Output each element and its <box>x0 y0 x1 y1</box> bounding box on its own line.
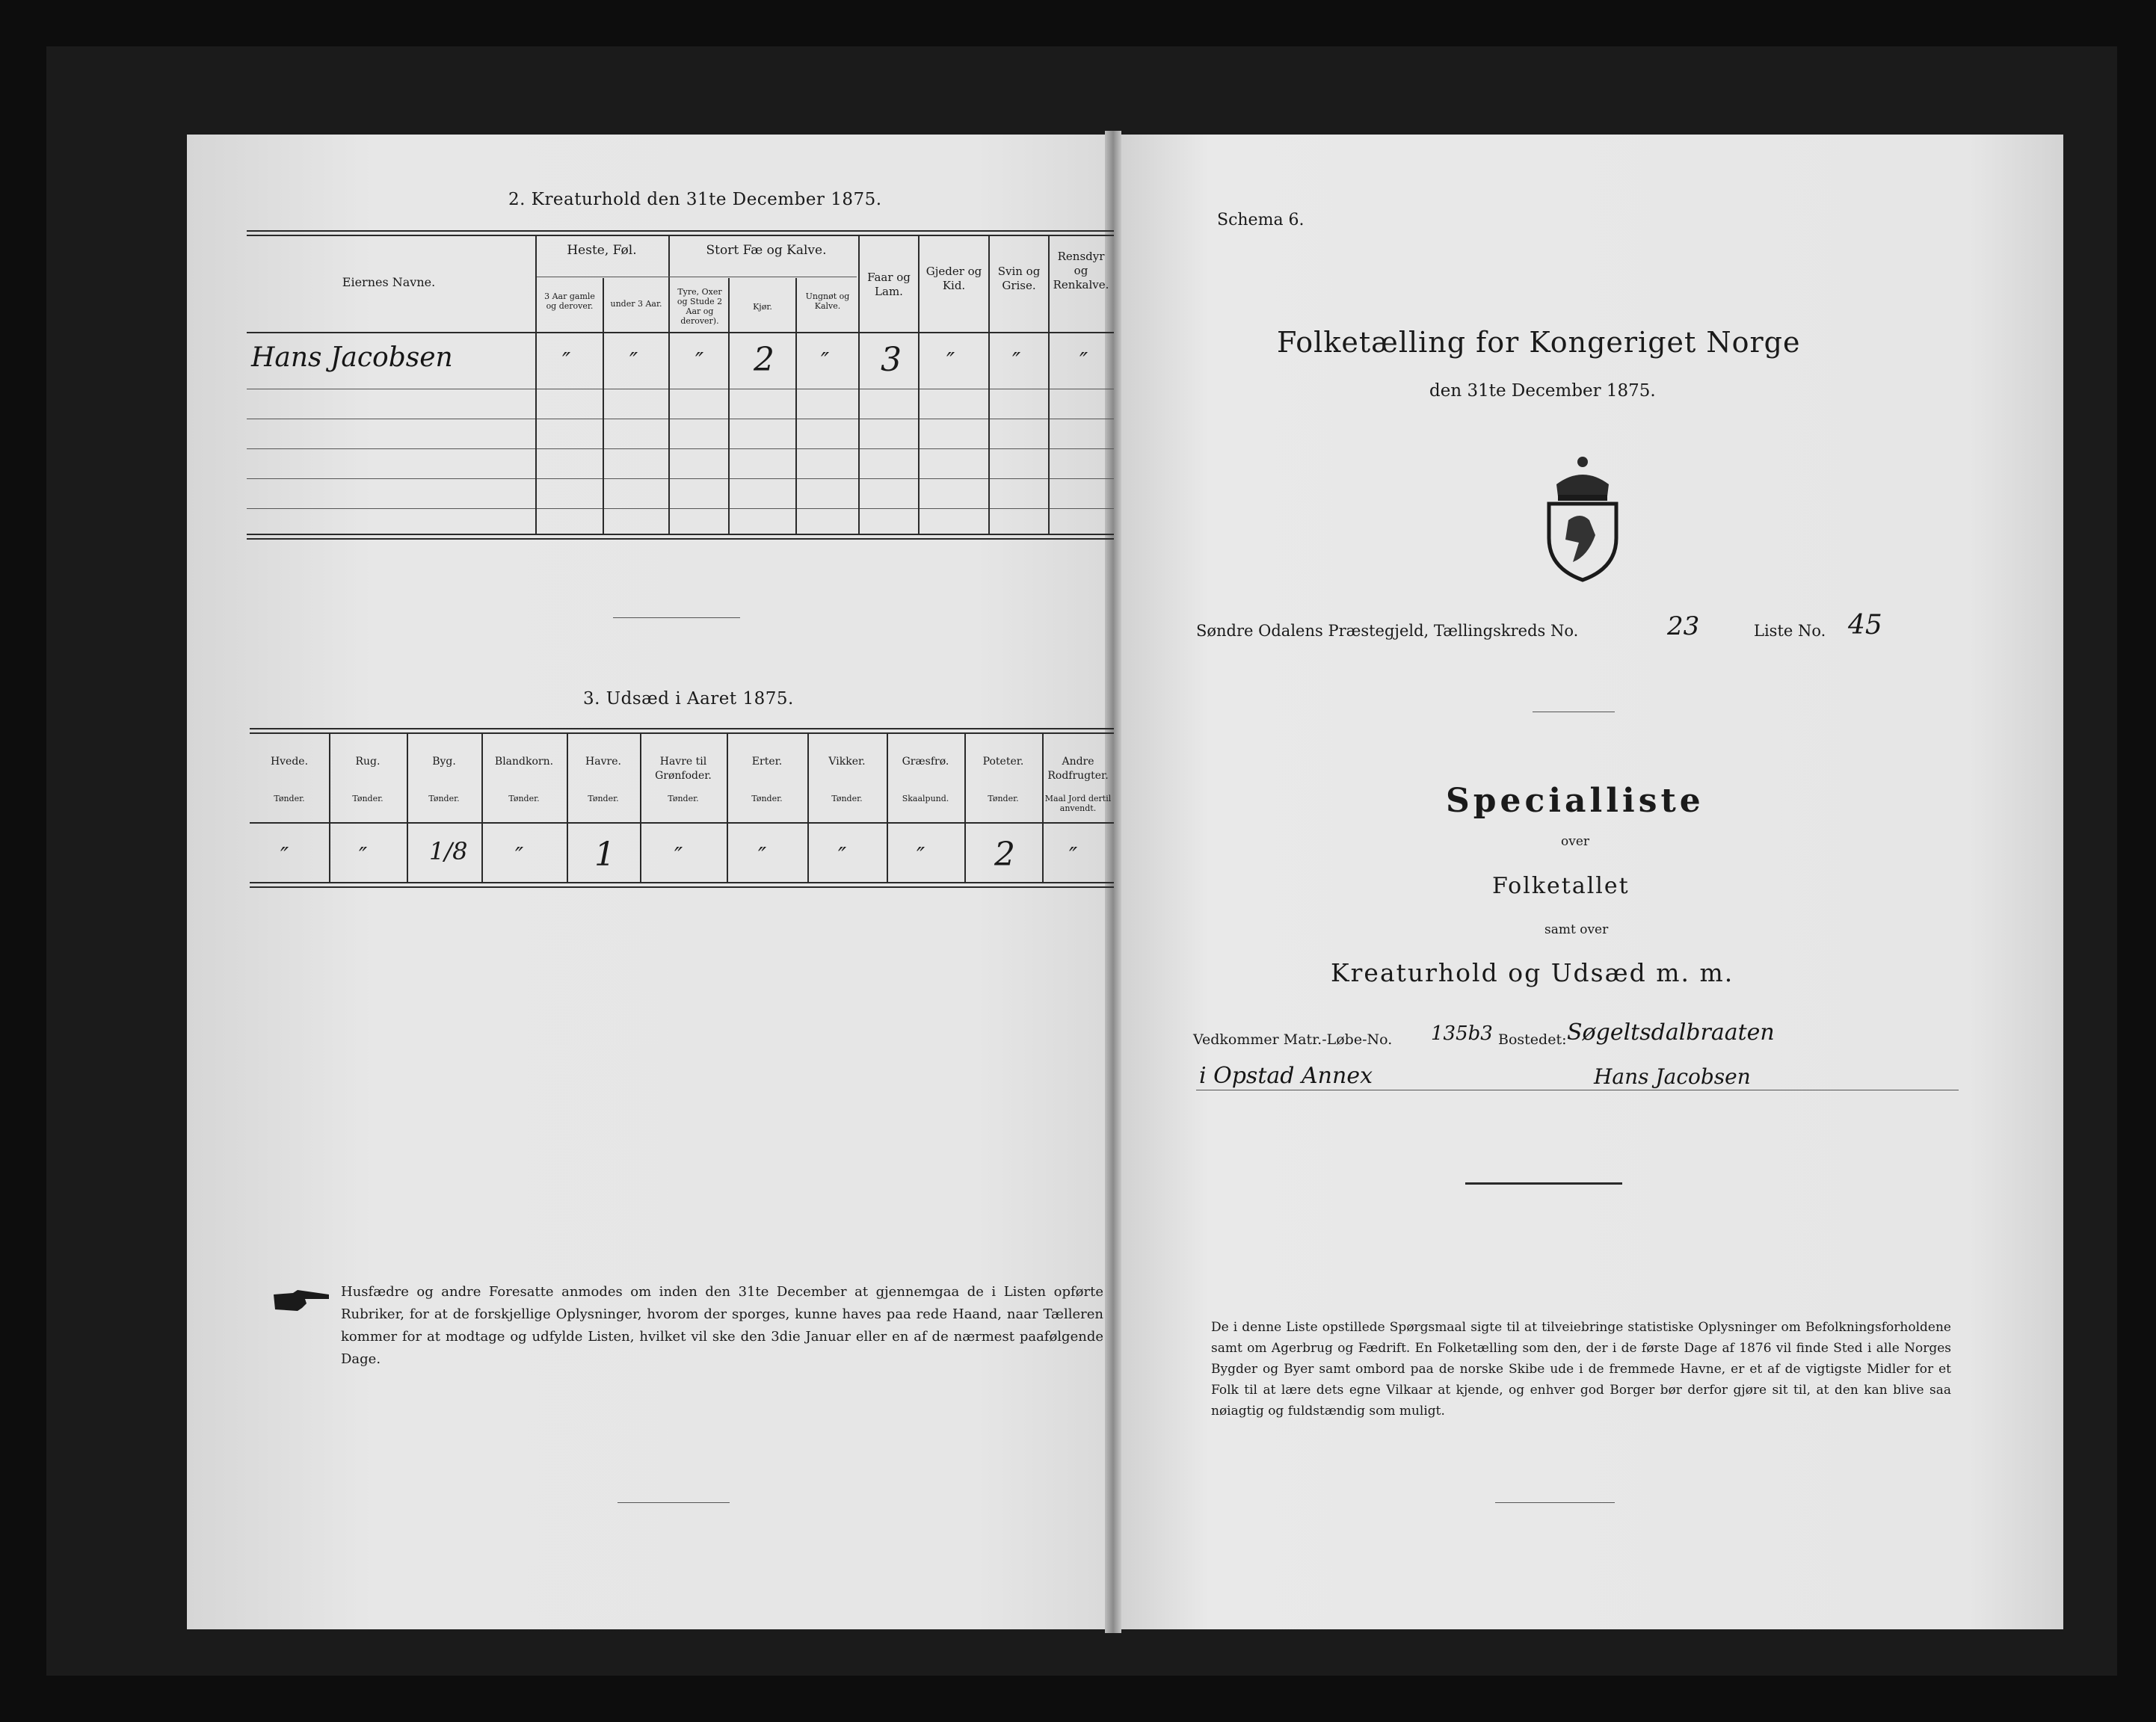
seed-cell-value: ″ <box>1069 843 1078 869</box>
seed-cell-value: 2 <box>994 836 1015 874</box>
seed-cell-value: ″ <box>515 843 524 869</box>
seed-col-header: Hvede. <box>270 756 309 768</box>
district-no-handwritten: 23 <box>1667 611 1700 641</box>
owner-name-handwritten: Hans Jacobsen <box>251 342 453 373</box>
col-faar-header: Faar og Lam. <box>867 271 911 298</box>
col-heste-young-header: under 3 Aar. <box>610 299 662 309</box>
seed-cell-value: 1/8 <box>429 837 468 865</box>
cell-gjeder: ″ <box>946 348 955 374</box>
col-gjeder-header: Gjeder og Kid. <box>925 265 982 292</box>
cell-kjor: 2 <box>754 341 774 379</box>
pointing-hand-icon <box>272 1286 332 1315</box>
norwegian-coat-of-arms-icon <box>1536 451 1630 583</box>
seed-col-unit: Maal Jord dertil anvendt. <box>1044 794 1112 813</box>
seed-cell-value: ″ <box>917 843 925 869</box>
col-owner-header: Eiernes Navne. <box>342 275 436 289</box>
col-rensdyr-header: Rensdyr og Renkalve. <box>1053 250 1109 291</box>
decorative-rule <box>1465 1182 1622 1185</box>
kreaturhold-text: Kreaturhold og Udsæd m. m. <box>1331 958 1734 987</box>
seed-col-header: Byg. <box>432 756 456 768</box>
main-title: Folketælling for Kongeriget Norge <box>1277 326 1801 359</box>
purpose-paragraph: De i denne Liste opstillede Spørgsmaal sigte til at tilveiebringe statistiske Oplysninger om Befolkningsforholdene samt om Agerbrug og Fædrift. En Folketælling som den, der i de første Dage af 1876 vil finde Sted i alle Norges Bygder og Byer samt ombord paa de norske Skibe ude i de fremmede Havne, er et af de vigtigste Midler for et Folk til at lære dets egne Vilkaar at kjende, og enhver god Borger bør derfor gjøre sit til, at den kan blive saa nøiagtig og fuldstændig som muligt. <box>1211 1320 1951 1419</box>
seed-col-unit: Tønder. <box>508 794 540 803</box>
seed-col-header: Græsfrø. <box>902 756 949 768</box>
seed-col-unit: Tønder. <box>751 794 783 803</box>
section2-title: 2. Kreaturhold den 31te December 1875. <box>508 190 882 209</box>
seed-col-unit: Tønder. <box>988 794 1019 803</box>
cell-svin: ″ <box>1012 348 1021 374</box>
seed-col-unit: Tønder. <box>588 794 619 803</box>
cell-tyre: ″ <box>695 348 704 374</box>
annex-value-handwritten: i Opstad Annex <box>1199 1063 1373 1089</box>
notice-paragraph: Husfædre og andre Foresatte anmodes om inden den 31te December at gjennemgaa de i Listen opførte Rubriker, for at de forskjellige Oplysninger, hvorom der sporges, kunne haves paa rede Haand, naar Tælleren kommer for at modtage og udfylde Listen, hvilket vil ske den 3die Januar eller en af de nærmest paafølgende Dage. <box>341 1284 1103 1367</box>
seed-cell-value: ″ <box>758 843 767 869</box>
col-stort-group-header: Stort Fæ og Kalve. <box>706 243 827 258</box>
seed-cell-value: 1 <box>594 836 615 874</box>
col-svin-header: Svin og Grise. <box>997 265 1041 292</box>
seed-col-unit: Tønder. <box>428 794 460 803</box>
bosted-label: Bostedet: <box>1498 1031 1567 1048</box>
seed-col-unit: Tønder. <box>274 794 305 803</box>
liste-prefix: Liste No. <box>1754 622 1826 640</box>
seed-col-header: Blandkorn. <box>494 756 554 768</box>
schema-label: Schema 6. <box>1217 211 1305 229</box>
seed-col-header: Andre Rodfrugter. <box>1047 756 1109 782</box>
seed-col-header: Rug. <box>355 756 381 768</box>
liste-no-handwritten: 45 <box>1848 610 1882 641</box>
seed-col-header: Poteter. <box>982 756 1024 768</box>
cell-heste-old: ″ <box>562 348 571 374</box>
cell-rensdyr: ″ <box>1079 348 1088 374</box>
bosted-value-handwritten: Søgeltsdalbraaten <box>1567 1019 1775 1046</box>
seed-cell-value: ″ <box>280 843 289 869</box>
cell-ungnot: ″ <box>821 348 830 374</box>
bottom-rule-right <box>1495 1502 1615 1503</box>
col-heste-group-header: Heste, Føl. <box>567 243 637 258</box>
seed-cell-value: ″ <box>838 843 847 869</box>
seed-col-unit: Tønder. <box>831 794 863 803</box>
matr-label: Vedkommer Matr.-Løbe-No. <box>1193 1031 1393 1048</box>
seed-cell-value: ″ <box>359 843 368 869</box>
seed-col-header: Havre til Grønfoder. <box>655 756 712 782</box>
seed-col-unit: Skaalpund. <box>902 794 949 803</box>
specialliste-heading: Specialliste <box>1446 782 1704 820</box>
bottom-rule-left <box>617 1502 730 1503</box>
seed-col-header: Erter. <box>751 756 783 768</box>
col-kjor-header: Kjør. <box>753 302 772 312</box>
main-date: den 31te December 1875. <box>1429 381 1656 401</box>
cell-heste-young: ″ <box>629 348 638 374</box>
owner-value-handwritten: Hans Jacobsen <box>1594 1064 1751 1089</box>
section3-title: 3. Udsæd i Aaret 1875. <box>583 689 794 709</box>
seed-cell-value: ″ <box>674 843 683 869</box>
samt-over-text: samt over <box>1544 922 1609 937</box>
col-ungnot-header: Ungnøt og Kalve. <box>805 291 850 311</box>
over-text-1: over <box>1561 834 1590 849</box>
matr-value-handwritten: 135b3 <box>1431 1022 1493 1045</box>
seed-col-header: Havre. <box>585 756 621 768</box>
seed-col-unit: Tønder. <box>668 794 699 803</box>
seed-col-unit: Tønder. <box>352 794 384 803</box>
col-heste-old-header: 3 Aar gamle og derover. <box>544 291 595 311</box>
separator-rule <box>613 617 740 618</box>
cell-faar: 3 <box>881 341 902 379</box>
seed-col-header: Vikker. <box>828 756 866 768</box>
col-tyre-header: Tyre, Oxer og Stude 2 Aar og derover). <box>677 287 723 326</box>
district-prefix: Søndre Odalens Præstegjeld, Tællingskreds No. <box>1196 622 1579 640</box>
folketallet-text: Folketallet <box>1492 873 1630 899</box>
